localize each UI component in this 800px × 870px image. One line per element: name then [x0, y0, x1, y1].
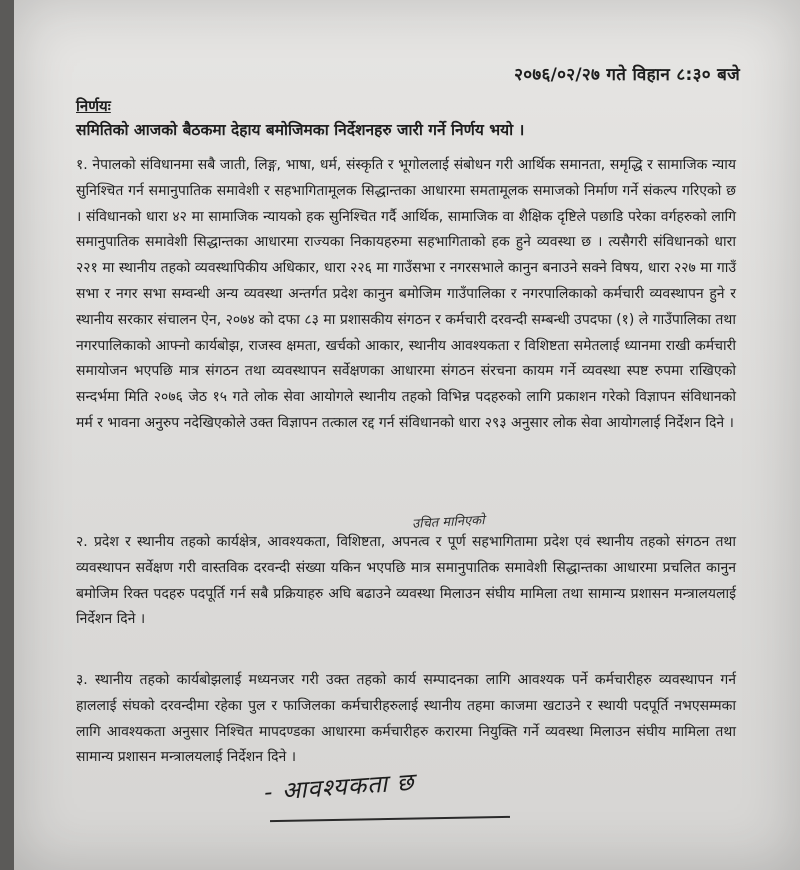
- signature-underline: [270, 816, 510, 822]
- decision-heading: निर्णयः: [76, 97, 111, 115]
- handwritten-signature: - आवश्यकता छ: [263, 767, 416, 807]
- document-page: [14, 0, 800, 870]
- paragraph-2: २. प्रदेश र स्थानीय तहको कार्यक्षेत्र, आवश्यकता, विशिष्टता, अपनत्व र पूर्ण सहभागितामा प्रदेश एवं स्थानीय तहको संगठन तथा व्यवस्थापन सर्वेक्षण गरी वास्तविक दरवन्दी संख्या यकिन भएपछि मात्र समानुपातिक समावेशी सिद्धान्तका आधारमा प्रचलित कानुन बमोजिम रिक्त पदहरु पदपूर्ति गर्न सबै प्रक्रियाहरु अघि बढाउने व्यवस्था मिलाउन संघीय मामिला तथा सामान्य प्रशासन मन्त्रालयलाई निर्देशन दिने ।: [76, 534, 736, 628]
- date-line: २०७६/०२/२७ गते विहान ८:३० बजे: [514, 65, 740, 85]
- paragraph-3: ३. स्थानीय तहको कार्यबोझलाई मध्यनजर गरी उक्त तहको कार्य सम्पादनका लागि आवश्यक पर्ने कर्मचारीहरु व्यवस्थापन गर्न हाललाई संघको दरवन्दीमा रहेका पुल र फाजिलका कर्मचारीहरुलाई स्थानीय तहमा काजमा खटाउने र स्थायी पदपूर्ति नभएसम्मका लागि आवश्यकता अनुसार निश्चित मापदण्डका आधारमा कर्मचारीहरु करारमा नियुक्ति गर्ने व्यवस्था मिलाउन संघीय मामिला तथा सामान्य प्रशासन मन्त्रालयलाई निर्देशन दिने ।: [76, 672, 736, 766]
- handwritten-annotation: उचित मानिएको: [411, 513, 485, 532]
- paragraph-1: १. नेपालको संविधानमा सबै जाती, लिङ्ग, भाषा, धर्म, संस्कृति र भूगोललाई संबोधन गरी आर्थिक समानता, समृद्धि र सामाजिक न्याय सुनिश्चित गर्न समानुपातिक समावेशी र सहभागितामूलक सिद्धान्तका आधारमा समतामूलक समाजको निर्माण गर्ने संकल्प गरिएको छ । संविधानको धारा ४२ मा सामाजिक न्यायको हक सुनिश्चित गर्दै आर्थिक, सामाजिक वा शैक्षिक दृष्टिले पछाडि परेका वर्गहरुको लागि समानुपातिक समावेशी सिद्धान्तका आधारमा राज्यका निकायहरुमा सहभागिताको हक हुने व्यवस्था छ । त्यसैगरी संविधानको धारा २२१ मा स्थानीय तहको व्यवस्थापिकीय अधिकार, धारा २२६ मा गाउँसभा र नगरसभाले कानुन बनाउने सक्ने विषय, धारा २२७ मा गाउँ सभा र नगर सभा सम्वन्धी अन्य व्यवस्था अन्तर्गत प्रदेश कानुन बमोजिम गाउँपालिका र नगरपालिकाको कर्मचारी व्यवस्थापन हुने र स्थानीय सरकार संचालन ऐन, २०७४ को दफा ८३ मा प्रशासकीय संगठन र कर्मचारी दरवन्दी सम्बन्धी उपदफा (१) ले गाउँपालिका तथा नगरपालिकाको आफ्नो कार्यबोझ, राजस्व क्षमता, खर्चको आकार, स्थानीय आवश्यकता र विशिष्टता समेतलाई ध्यानमा राखी कर्मचारी समायोजन भएपछि मात्र संगठन तथा व्यवस्थापन सर्वेक्षणका आधारमा संगठन संरचना कायम गर्ने व्यवस्था स्पष्ट रुपमा राखिएको सन्दर्भमा मिति २०७६ जेठ १५ गते लोक सेवा आयोगले स्थानीय तहको विभिन्न पदहरुको लागि प्रकाशन गरेको विज्ञापन संविधानको मर्म र भावना अनुरुप नदेखिएकोले उक्त विज्ञापन तत्काल रद्द गर्न संविधानको धारा २९३ अनुसार लोक सेवा आयोगलाई निर्देशन दिने ।: [76, 157, 736, 431]
- decision-title: समितिको आजको बैठकमा देहाय बमोजिमका निर्देशनहरु जारी गर्ने निर्णय भयो ।: [76, 121, 525, 139]
